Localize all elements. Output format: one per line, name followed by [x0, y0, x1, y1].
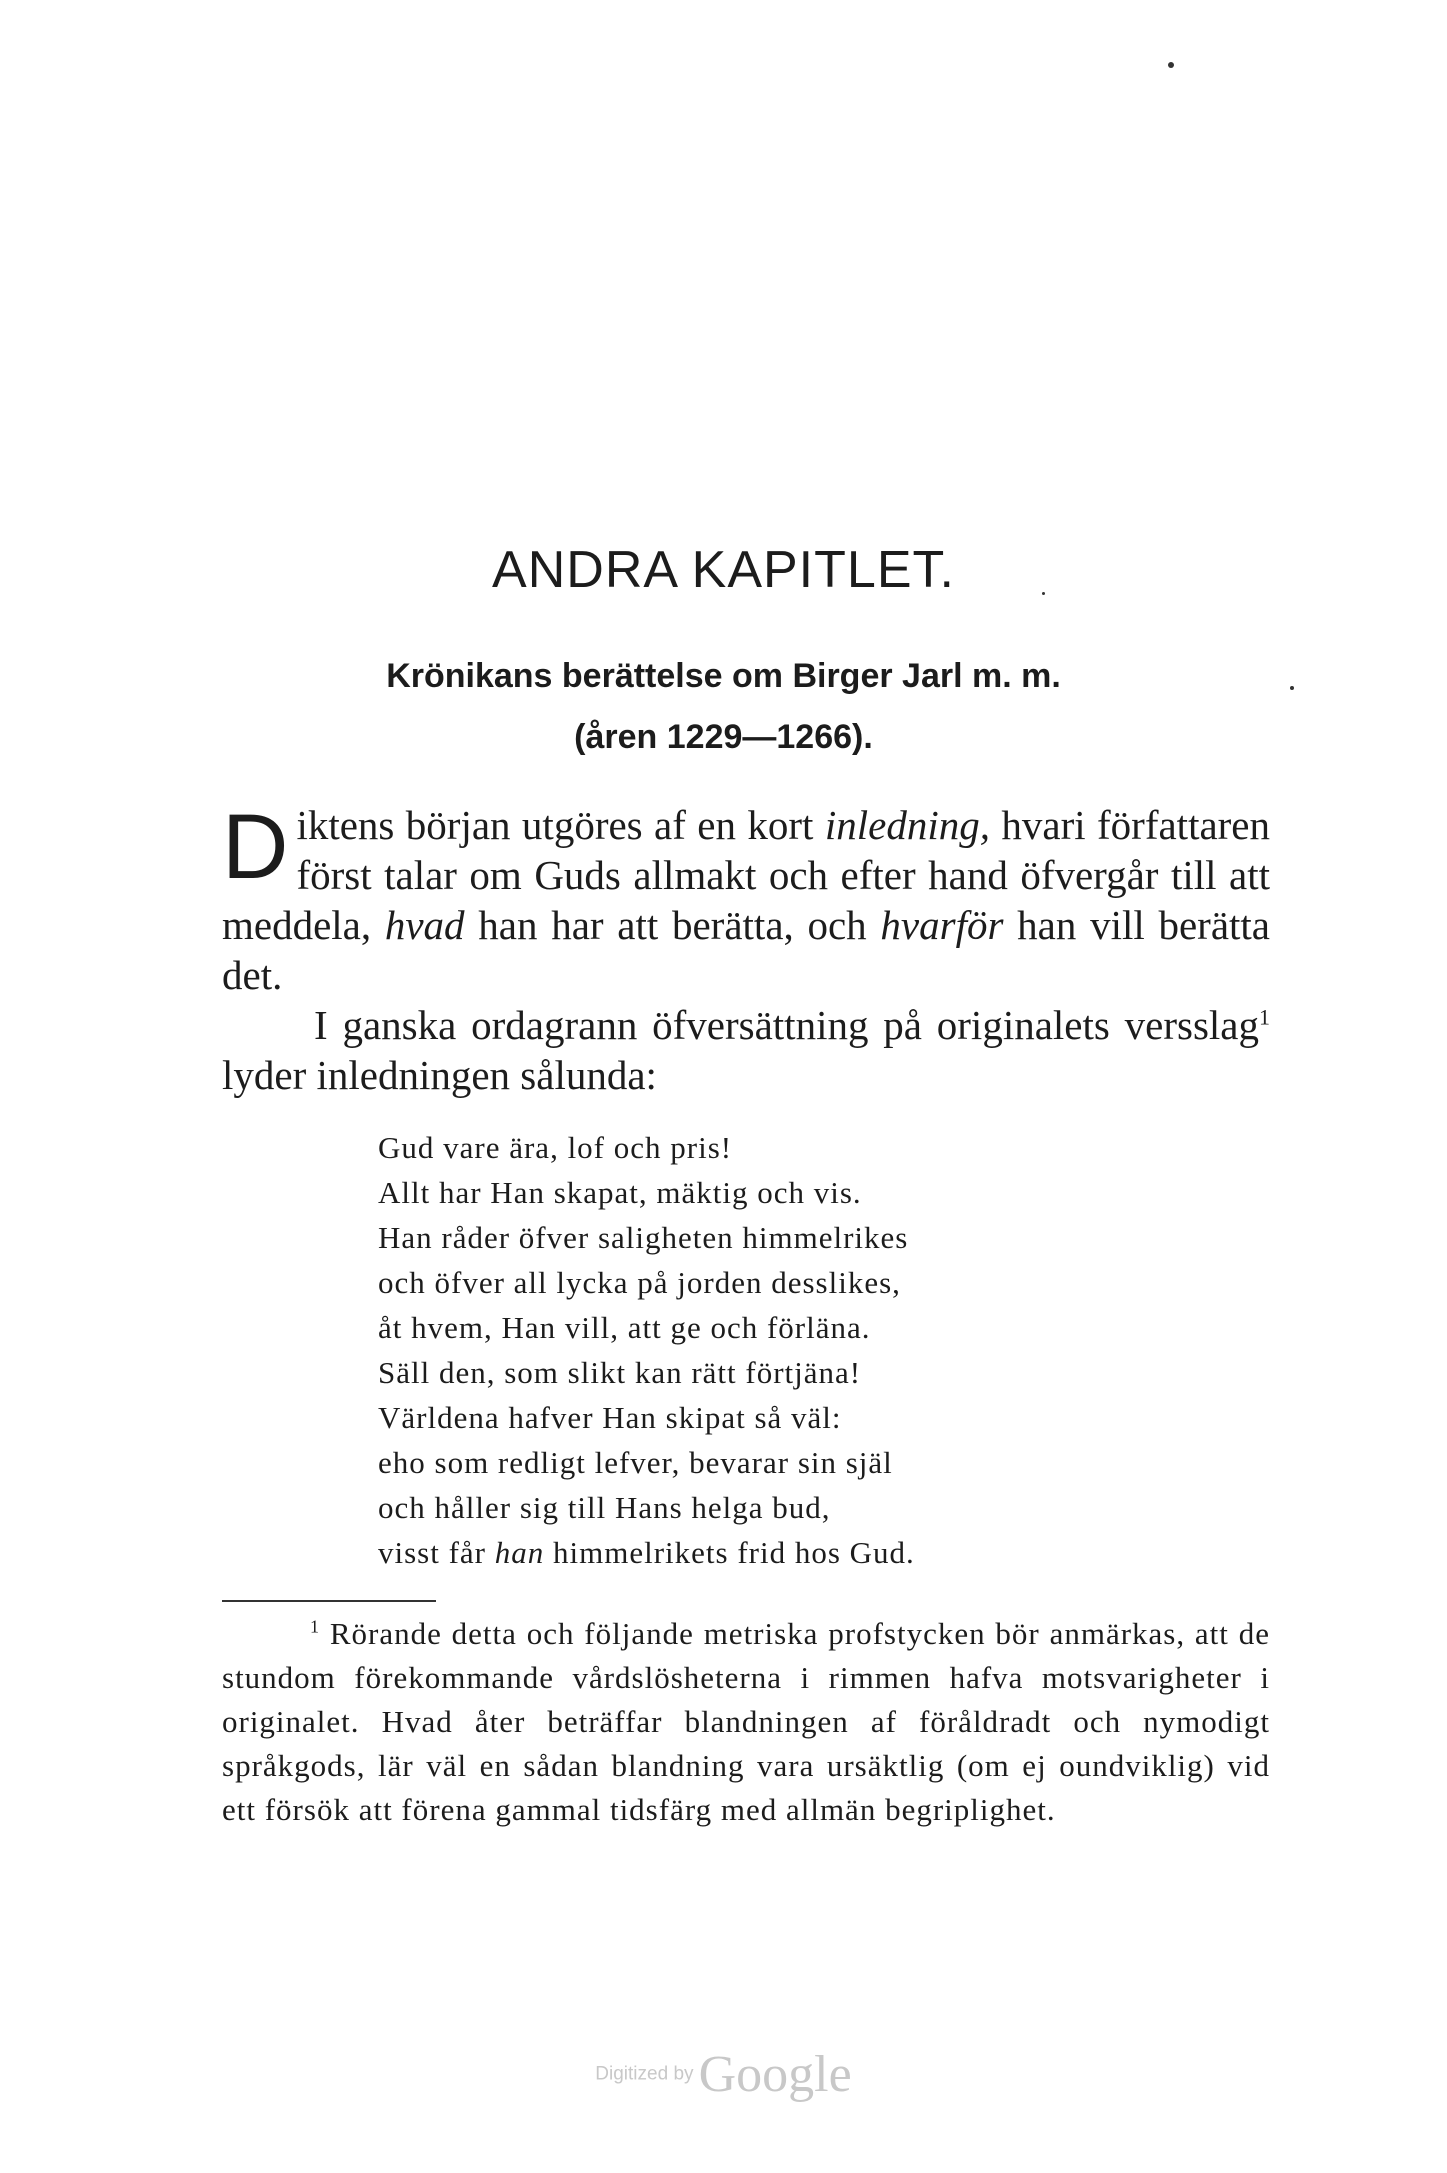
paragraph-text: han har att berätta, och	[464, 902, 881, 948]
watermark-prefix: Digitized by	[595, 2063, 694, 2085]
verse-line	[378, 1530, 915, 1575]
verse-text: visst får	[378, 1535, 495, 1570]
verse-line: Världena hafver Han skipat så väl:	[378, 1400, 842, 1435]
verse-line: åt hvem, Han vill, att ge och förläna.	[378, 1310, 871, 1345]
emphasis-hvad: hvad	[384, 902, 465, 948]
paragraph-text: han vill berätta det.	[222, 902, 1270, 998]
paragraph-text: iktens början utgöres af en kort	[296, 802, 825, 848]
footnote-text: Rörande detta och följande metriska profstycken bör anmärkas, att de stundom förekommande vårdslösheterna i rimmen hafva motsvarigheter i originalet. Hvad åter beträffar blandningen af föråldradt och nymodigt språkgods, lär väl en sådan blandning vara ursäktlig (om ej oundviklig) vid ett försök att förena gammal tidsfärg med allmän begriplighet.	[222, 1616, 1270, 1827]
footnote	[222, 1612, 1270, 1832]
verse-line: Allt har Han skapat, mäktig och vis.	[378, 1175, 862, 1210]
paragraph-text: I ganska ordagrann öfversättning på originalets versslag	[314, 1002, 1259, 1048]
footnote-reference[interactable]: 1	[1259, 1004, 1270, 1030]
paragraph-text: hvari författaren först talar om Guds allmakt och efter hand öfvergår till att meddela,	[222, 802, 1271, 948]
scan-speck	[1168, 62, 1174, 68]
body-text	[222, 796, 1271, 1100]
verse-line: eho som redligt lefver, bevarar sin själ	[378, 1445, 893, 1480]
footnote-divider	[222, 1600, 436, 1602]
verse-line: och öfver all lycka på jorden desslikes,	[378, 1265, 901, 1300]
chapter-subtitle: Krönikans berättelse om Birger Jarl m. m.	[386, 657, 1061, 695]
verse-block	[378, 1125, 915, 1575]
verse-line: Säll den, som slikt kan rätt förtjäna!	[378, 1355, 862, 1390]
verse-line: Gud vare ära, lof och pris!	[378, 1130, 733, 1165]
drop-cap: D	[222, 796, 289, 898]
digitized-watermark	[0, 2045, 1447, 2104]
google-logo: Google	[698, 2046, 852, 2103]
paragraph-intro	[222, 796, 1271, 1000]
verse-line: Han råder öfver saligheten himmelrikes	[378, 1220, 909, 1255]
paragraph-text: lyder inledningen sålunda:	[222, 1052, 657, 1098]
verse-line: och håller sig till Hans helga bud,	[378, 1490, 831, 1525]
verse-text: himmelrikets frid hos Gud.	[544, 1535, 915, 1570]
paragraph-translation	[222, 1000, 1270, 1100]
emphasis-inledning: inledning,	[824, 802, 990, 848]
emphasis-han: han	[494, 1535, 545, 1570]
footnote-mark: 1	[310, 1616, 320, 1637]
emphasis-hvarfor: hvarför	[880, 902, 1004, 948]
chapter-years: (åren 1229—1266).	[574, 718, 873, 756]
chapter-title: ANDRA KAPITLET.	[492, 541, 955, 599]
